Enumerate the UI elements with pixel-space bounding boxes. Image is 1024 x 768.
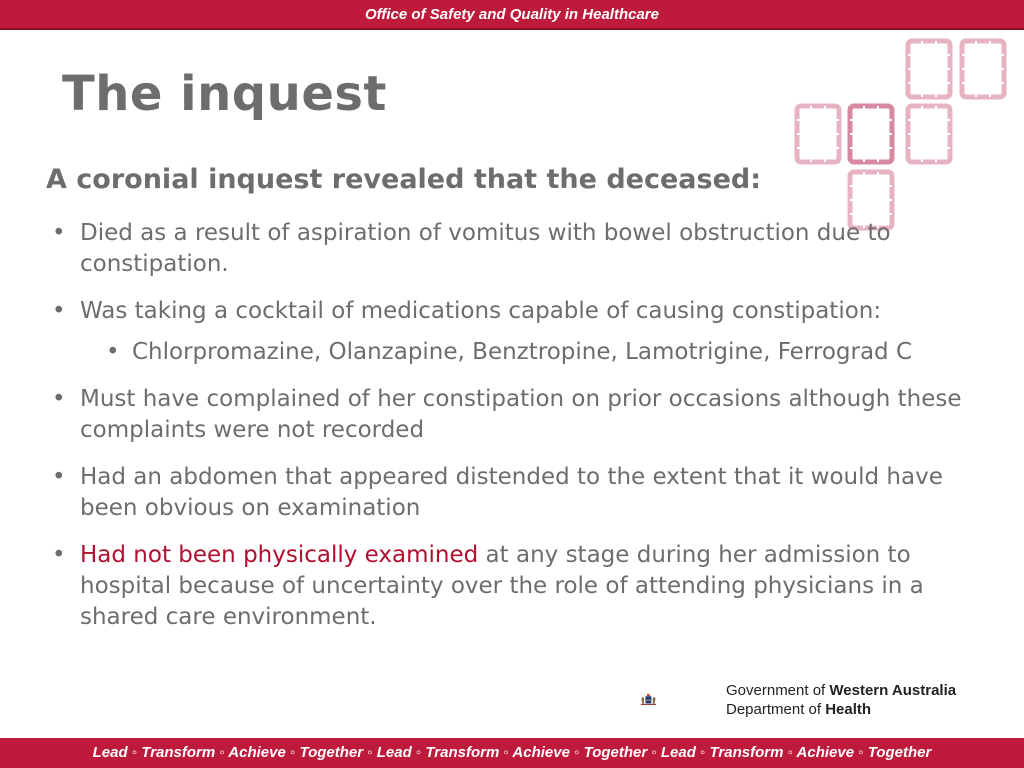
logo-line2-prefix: Department of xyxy=(726,701,826,718)
bullet-dot: • xyxy=(52,220,66,246)
bullet-dot: • xyxy=(52,542,66,568)
header-org-name: Office of Safety and Quality in Healthcare xyxy=(365,6,659,23)
decorative-squares-icon xyxy=(790,34,1020,234)
logo-line1-prefix: Government of xyxy=(726,682,830,699)
header-bar xyxy=(0,0,1024,30)
bullet-dot: • xyxy=(52,464,66,490)
slide-title: The inquest xyxy=(62,66,387,122)
bullet-item xyxy=(46,218,976,280)
wa-crest-icon xyxy=(640,668,720,730)
bullet-text: Died as a result of aspiration of vomitus with bowel obstruction due to constipation. xyxy=(80,220,891,277)
logo-line2-bold: Health xyxy=(825,701,872,718)
bullet-item xyxy=(46,296,976,327)
bullet-text: at any stage during her admission to hospital because of uncertainty over the role of attending physicians in a shared care environment. xyxy=(80,542,924,630)
bullet-item xyxy=(46,384,976,446)
footer-tagline: Lead ◦ Transform ◦ Achieve ◦ Together ◦ Lead ◦ Transform ◦ Achieve ◦ Together ◦ Lead ◦ Transform ◦ Achieve ◦ Together xyxy=(92,744,932,761)
bullet-text: Had an abdomen that appeared distended to the extent that it would have been obvious on examination xyxy=(80,464,943,521)
bullet-dot: • xyxy=(106,339,120,365)
bullet-list xyxy=(46,218,976,649)
bullet-highlight: Had not been physically examined xyxy=(80,542,479,568)
bullet-item xyxy=(46,540,976,633)
bullet-text: Was taking a cocktail of medications capable of causing constipation: xyxy=(80,298,882,324)
bullet-text: Chlorpromazine, Olanzapine, Benztropine, Lamotrigine, Ferrograd C xyxy=(132,339,913,365)
bullet-item xyxy=(46,462,976,524)
bullet-dot: • xyxy=(52,386,66,412)
wa-health-logo-text xyxy=(726,681,956,719)
logo-line1-bold: Western Australia xyxy=(829,682,957,699)
footer-bar xyxy=(0,738,1024,768)
slide-subtitle: A coronial inquest revealed that the deceased: xyxy=(46,164,762,195)
bullet-text: Must have complained of her constipation on prior occasions although these complaints were not recorded xyxy=(80,386,962,443)
sub-bullet-item xyxy=(46,337,976,368)
bullet-dot: • xyxy=(52,298,66,324)
